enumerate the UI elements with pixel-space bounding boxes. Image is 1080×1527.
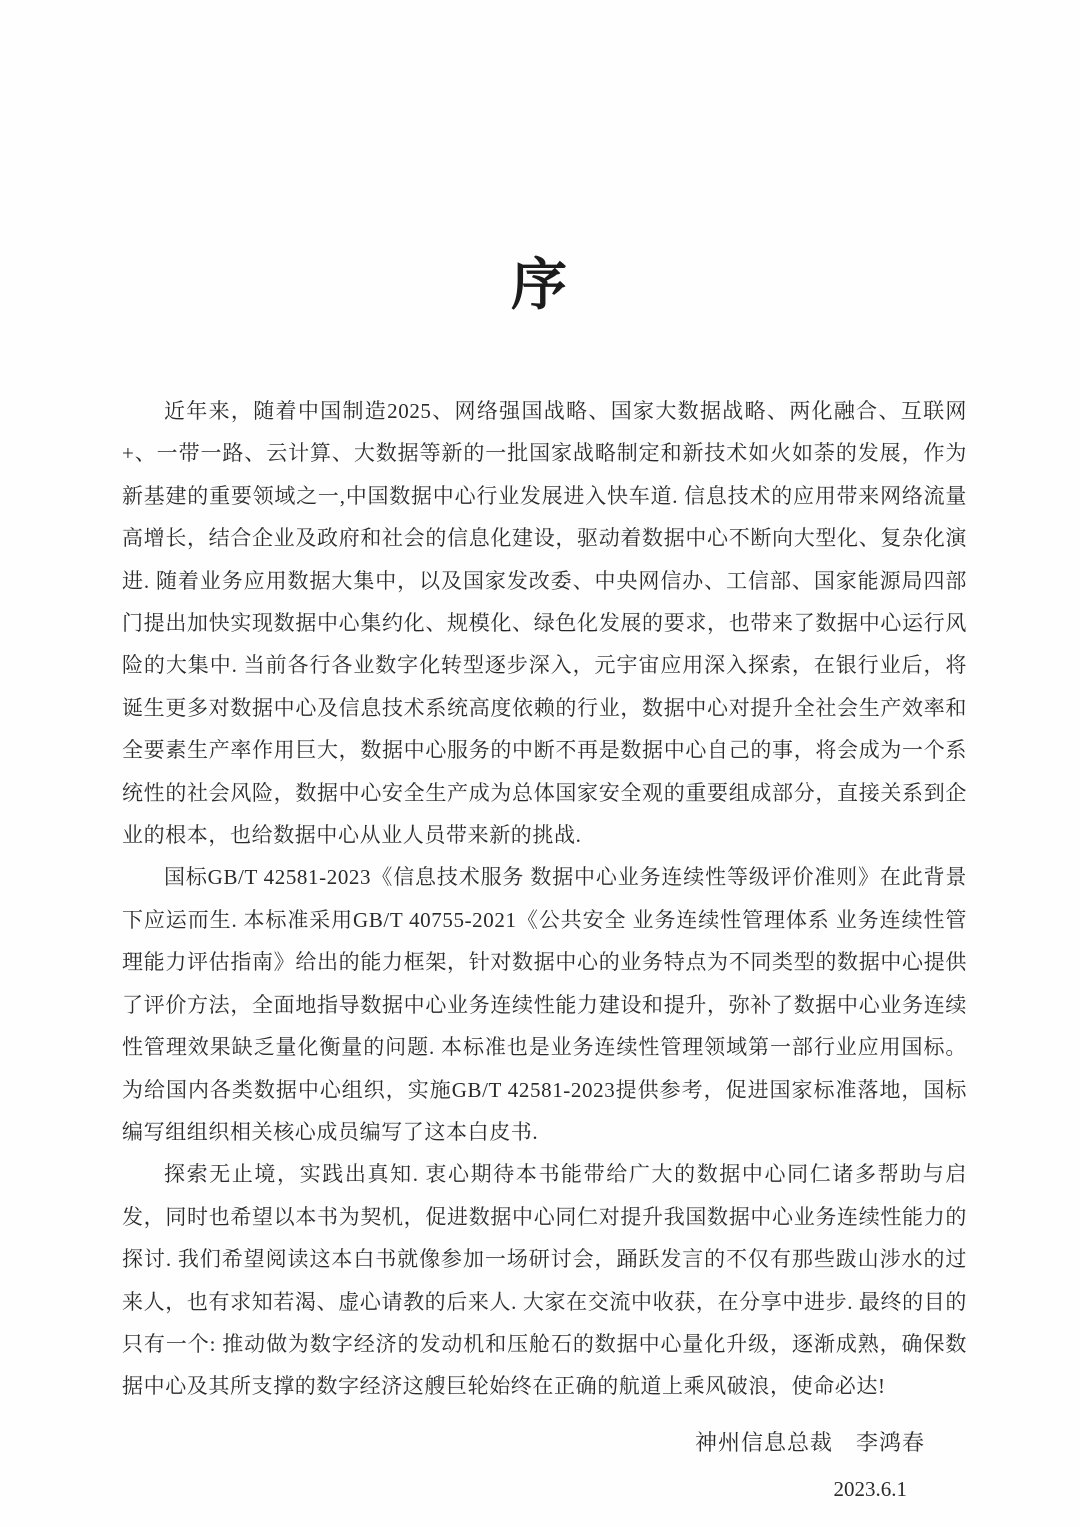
signature-block	[0, 1430, 1080, 1502]
signature-date: 2023.6.1	[833, 1476, 907, 1501]
page-title: 序	[511, 255, 569, 317]
preface-paragraph: 国标GB/T 42581-2023《信息技术服务 数据中心业务连续性等级评价准则》在此背景下应运而生. 本标准采用GB/T 40755-2021《公共安全 业务连续性管理体系 业务连续性管理能力评估指南》给出的能力框架，针对数据中心的业务特点为不同类型的数据中心提供了评价方法，全面地指导数据中心业务连续性能力建设和提升，弥补了数据中心业务连续性管理效果缺乏量化衡量的问题. 本标准也是业务连续性管理领域第一部行业应用国标。为给国内各类数据中心组织，实施GB/T 42581-2023提供参考，促进国家标准落地，国标编写组组织相关核心成员编写了这本白皮书.	[122, 865, 967, 1144]
preface-paragraph: 近年来，随着中国制造2025、网络强国战略、国家大数据战略、两化融合、互联网+、一带一路、云计算、大数据等新的一批国家战略制定和新技术如火如荼的发展，作为新基建的重要领域之一,中国数据中心行业发展进入快车道. 信息技术的应用带来网络流量高增长，结合企业及政府和社会的信息化建设，驱动着数据中心不断向大型化、复杂化演进. 随着业务应用数据大集中，以及国家发改委、中央网信办、工信部、国家能源局四部门提出加快实现数据中心集约化、规模化、绿色化发展的要求，也带来了数据中心运行风险的大集中. 当前各行各业数字化转型逐步深入，元宇宙应用深入探索，在银行业后，将诞生更多对数据中心及信息技术系统高度依赖的行业，数据中心对提升全社会生产效率和全要素生产率作用巨大，数据中心服务的中断不再是数据中心自己的事，将会成为一个系统性的社会风险，数据中心安全生产成为总体国家安全观的重要组成部分，直接关系到企业的根本，也给数据中心从业人员带来新的挑战.	[122, 399, 967, 848]
preface-body	[122, 390, 967, 1408]
signature-author: 神州信息总裁 李鸿春	[694, 1429, 925, 1455]
preface-paragraph: 探索无止境，实践出真知. 衷心期待本书能带给广大的数据中心同仁诸多帮助与启发，同时也希望以本书为契机，促进数据中心同仁对提升我国数据中心业务连续性能力的探讨. 我们希望阅读这本白书就像参加一场研讨会，踊跃发言的不仅有那些跋山涉水的过来人，也有求知若渴、虚心请教的后来人. 大家在交流中收获，在分享中进步. 最终的目的只有一个: 推动做为数字经济的发动机和压舱石的数据中心量化升级，逐渐成熟，确保数据中心及其所支撑的数字经济这艘巨轮始终在正确的航道上乘风破浪，使命必达!	[122, 1162, 967, 1399]
